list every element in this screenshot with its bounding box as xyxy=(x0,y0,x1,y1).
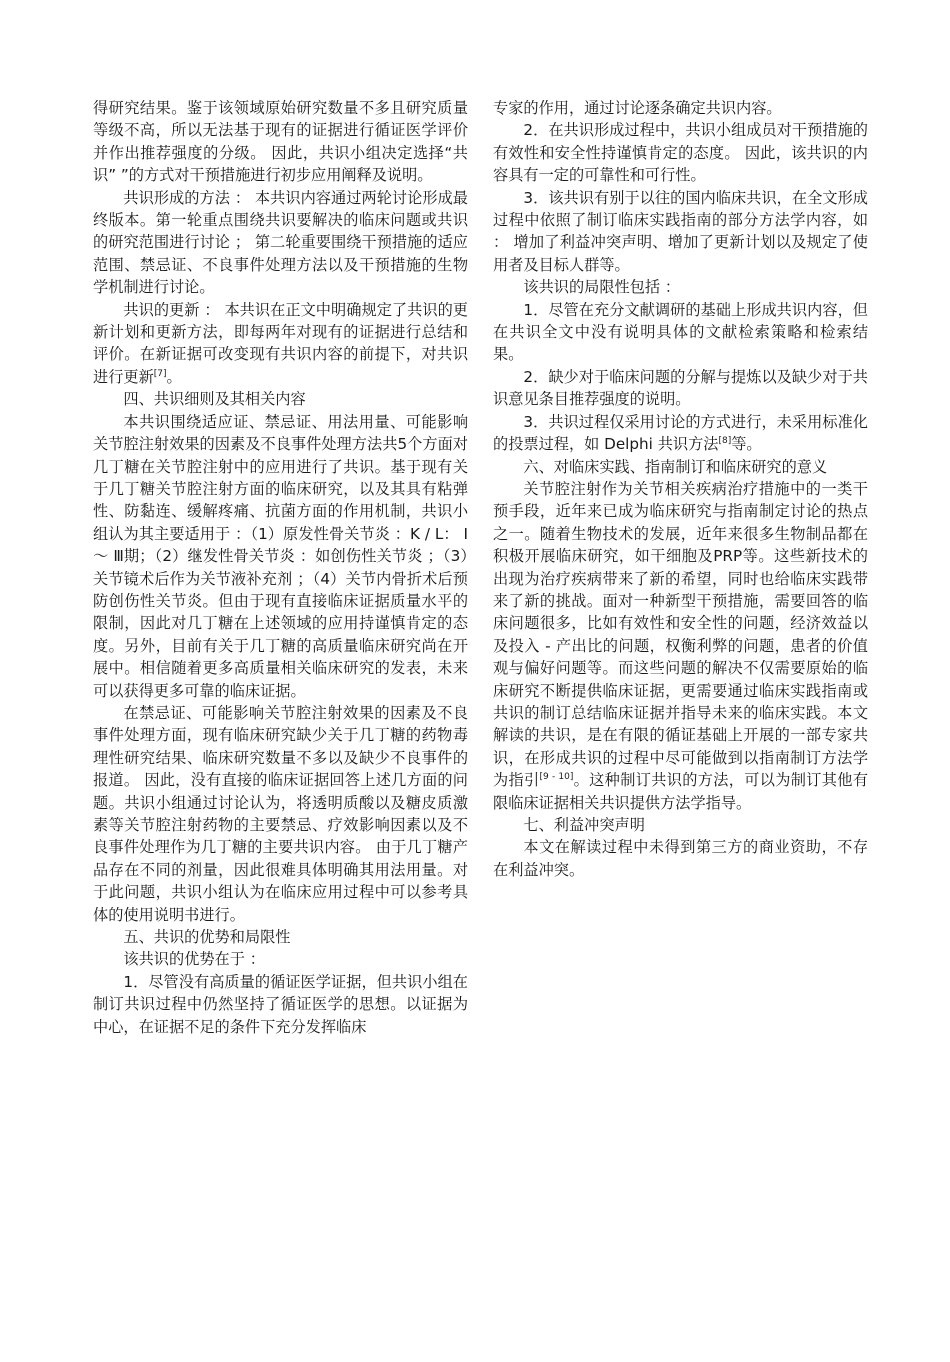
paragraph: 在禁忌证、可能影响关节腔注射效果的因素及不良事件处理方面，现有临床研究缺少关于几丁糖的药物毒理性研究结果、临床研究数量不多以及缺少不良事件的报道。 因此，没有直接的临床证据回答上述几方面的问题。共识小组通过讨论认为，将透明质酸以及糖皮质激素等关节腔注射药物的主要禁忌、疗效影响因素以及不良事件处理作为几丁糖的主要共识内容。 由于几丁糖产品存在不同的剂量，因此很难具体明确其用法用量。对于此问题，共识小组认为在临床应用过程中可以参考具体的使用说明书进行。 xyxy=(93,703,468,924)
paragraph: 共识的更新 ： 本共识在正文中明确规定了共识的更新计划和更新方法，即每两年对现有的证据进行总结和评价。在新证据可改变现有共识内容的前提下，对共识进行更新[7]。 xyxy=(93,300,468,386)
citation: [9 - 10] xyxy=(539,772,574,783)
citation: [7] xyxy=(153,368,167,379)
paragraph: 1．尽管没有高质量的循证医学证据，但共识小组在制订共识过程中仍然坚持了循证医学的思想。以证据为中心，在证据不足的条件下充分发挥临床 xyxy=(93,972,468,1036)
paragraph: 得研究结果。鉴于该领域原始研究数量不多且研究质量等级不高，所以无法基于现有的证据进行循证医学评价并作出推荐强度的分级。 因此，共识小组决定选择“共识” ”的方式对干预措施进行初步应用阐释及说明。 xyxy=(93,99,468,185)
section-heading: 六、对临床实践、指南制订和临床研究的意义 xyxy=(523,457,828,476)
section-heading: 七、利益冲突声明 xyxy=(523,816,645,834)
paragraph: 2．在共识形成过程中，共识小组成员对干预措施的有效性和安全性持谨慎肯定的态度。 因此，该共识的内容具有一定的可靠性和可行性。 xyxy=(493,121,868,185)
paragraph: 3．该共识有别于以往的国内临床共识，在全文形成过程中依照了制订临床实践指南的部分方法学内容，如 ： 增加了利益冲突声明、增加了更新计划以及规定了使用者及目标人群等。 xyxy=(493,188,868,274)
right-column xyxy=(493,97,868,881)
paragraph: 1．尽管在充分文献调研的基础上形成共识内容，但在共识全文中没有说明具体的文献检索策略和检索结果。 xyxy=(493,300,868,364)
paragraph: 共识形成的方法 ： 本共识内容通过两轮讨论形成最终版本。第一轮重点围绕共识要解决的临床问题或共识的研究范围进行讨论 ； 第二轮重要围绕干预措施的适应范围、禁忌证、不良事件处理方法以及干预措施的生物学机制进行讨论。 xyxy=(93,188,468,297)
subsection-heading: 该共识的局限性包括 ： xyxy=(523,278,681,297)
paragraph: 3．共识过程仅采用讨论的方式进行，未采用标准化的投票过程，如 Delphi 共识方法[8]等。 xyxy=(493,412,868,454)
citation: [8] xyxy=(718,436,732,447)
paragraph: 关节腔注射作为关节相关疾病治疗措施中的一类干预手段，近年来已成为临床研究与指南制定讨论的热点之一。随着生物技术的发展，近年来很多生物制品都在积极开展临床研究，如干细胞及PRP等。这些新技术的出现为治疗疾病带来了新的希望，同时也给临床实践带来了新的挑战。面对一种新型干预措施，需要回答的临床问题很多，比如有效性和安全性的问题，经济效益以及投入 - 产出比的问题，权衡利弊的问题，患者的价值观与偏好问题等。而这些问题的解决不仅需要原始的临床研究不断提供临床证据，更需要通过临床实践指南或共识的制订总结临床证据并指导未来的临床实践。本文解读的共识，是在有限的循证基础上开展的一部专家共识，在形成共识的过程中尽可能做到以指南制订方法学为指引[9 - 10]。这种制订共识的方法，可以为制订其他有限临床证据相关共识提供方法学指导。 xyxy=(493,479,869,812)
section-heading: 四、共识细则及其相关内容 xyxy=(123,390,306,409)
section-heading: 五、共识的优势和局限性 xyxy=(123,928,291,947)
paragraph: 专家的作用，通过讨论逐条确定共识内容。 xyxy=(493,99,782,117)
left-column xyxy=(93,97,468,1038)
subsection-heading: 该共识的优势在于 ： xyxy=(123,950,265,969)
paragraph: 本文在解读过程中未得到第三方的商业资助，不存在利益冲突。 xyxy=(493,838,868,879)
paragraph: 本共识围绕适应证、禁忌证、用法用量、可能影响关节腔注射效果的因素及不良事件处理方法共5个方面对几丁糖在关节腔注射中的应用进行了共识。基于现有关于几丁糖关节腔注射方面的临床研究，以及其具有粘弹性、防黏连、缓解疼痛、抗菌方面的作用机制，共识小组认为其主要适用于 ：（1）原发性骨关节炎 ：K / L： Ⅰ ～ Ⅲ期；（2）继发性骨关节炎 ：如创伤性关节炎 ；（3）关节镜术后作为关节液补充剂 ；（4）关节内骨折术后预防创伤性关节炎。但由于现有直接临床证据质量水平的限制，因此对几丁糖在上述领域的应用持谨慎肯定的态度。另外，目前有关于几丁糖的高质量临床研究尚在开展中。相信随着更多高质量相关临床研究的发表，未来可以获得更多可靠的临床证据。 xyxy=(93,412,468,700)
paragraph: 2．缺少对于临床问题的分解与提炼以及缺少对于共识意见条目推荐强度的说明。 xyxy=(493,367,868,409)
